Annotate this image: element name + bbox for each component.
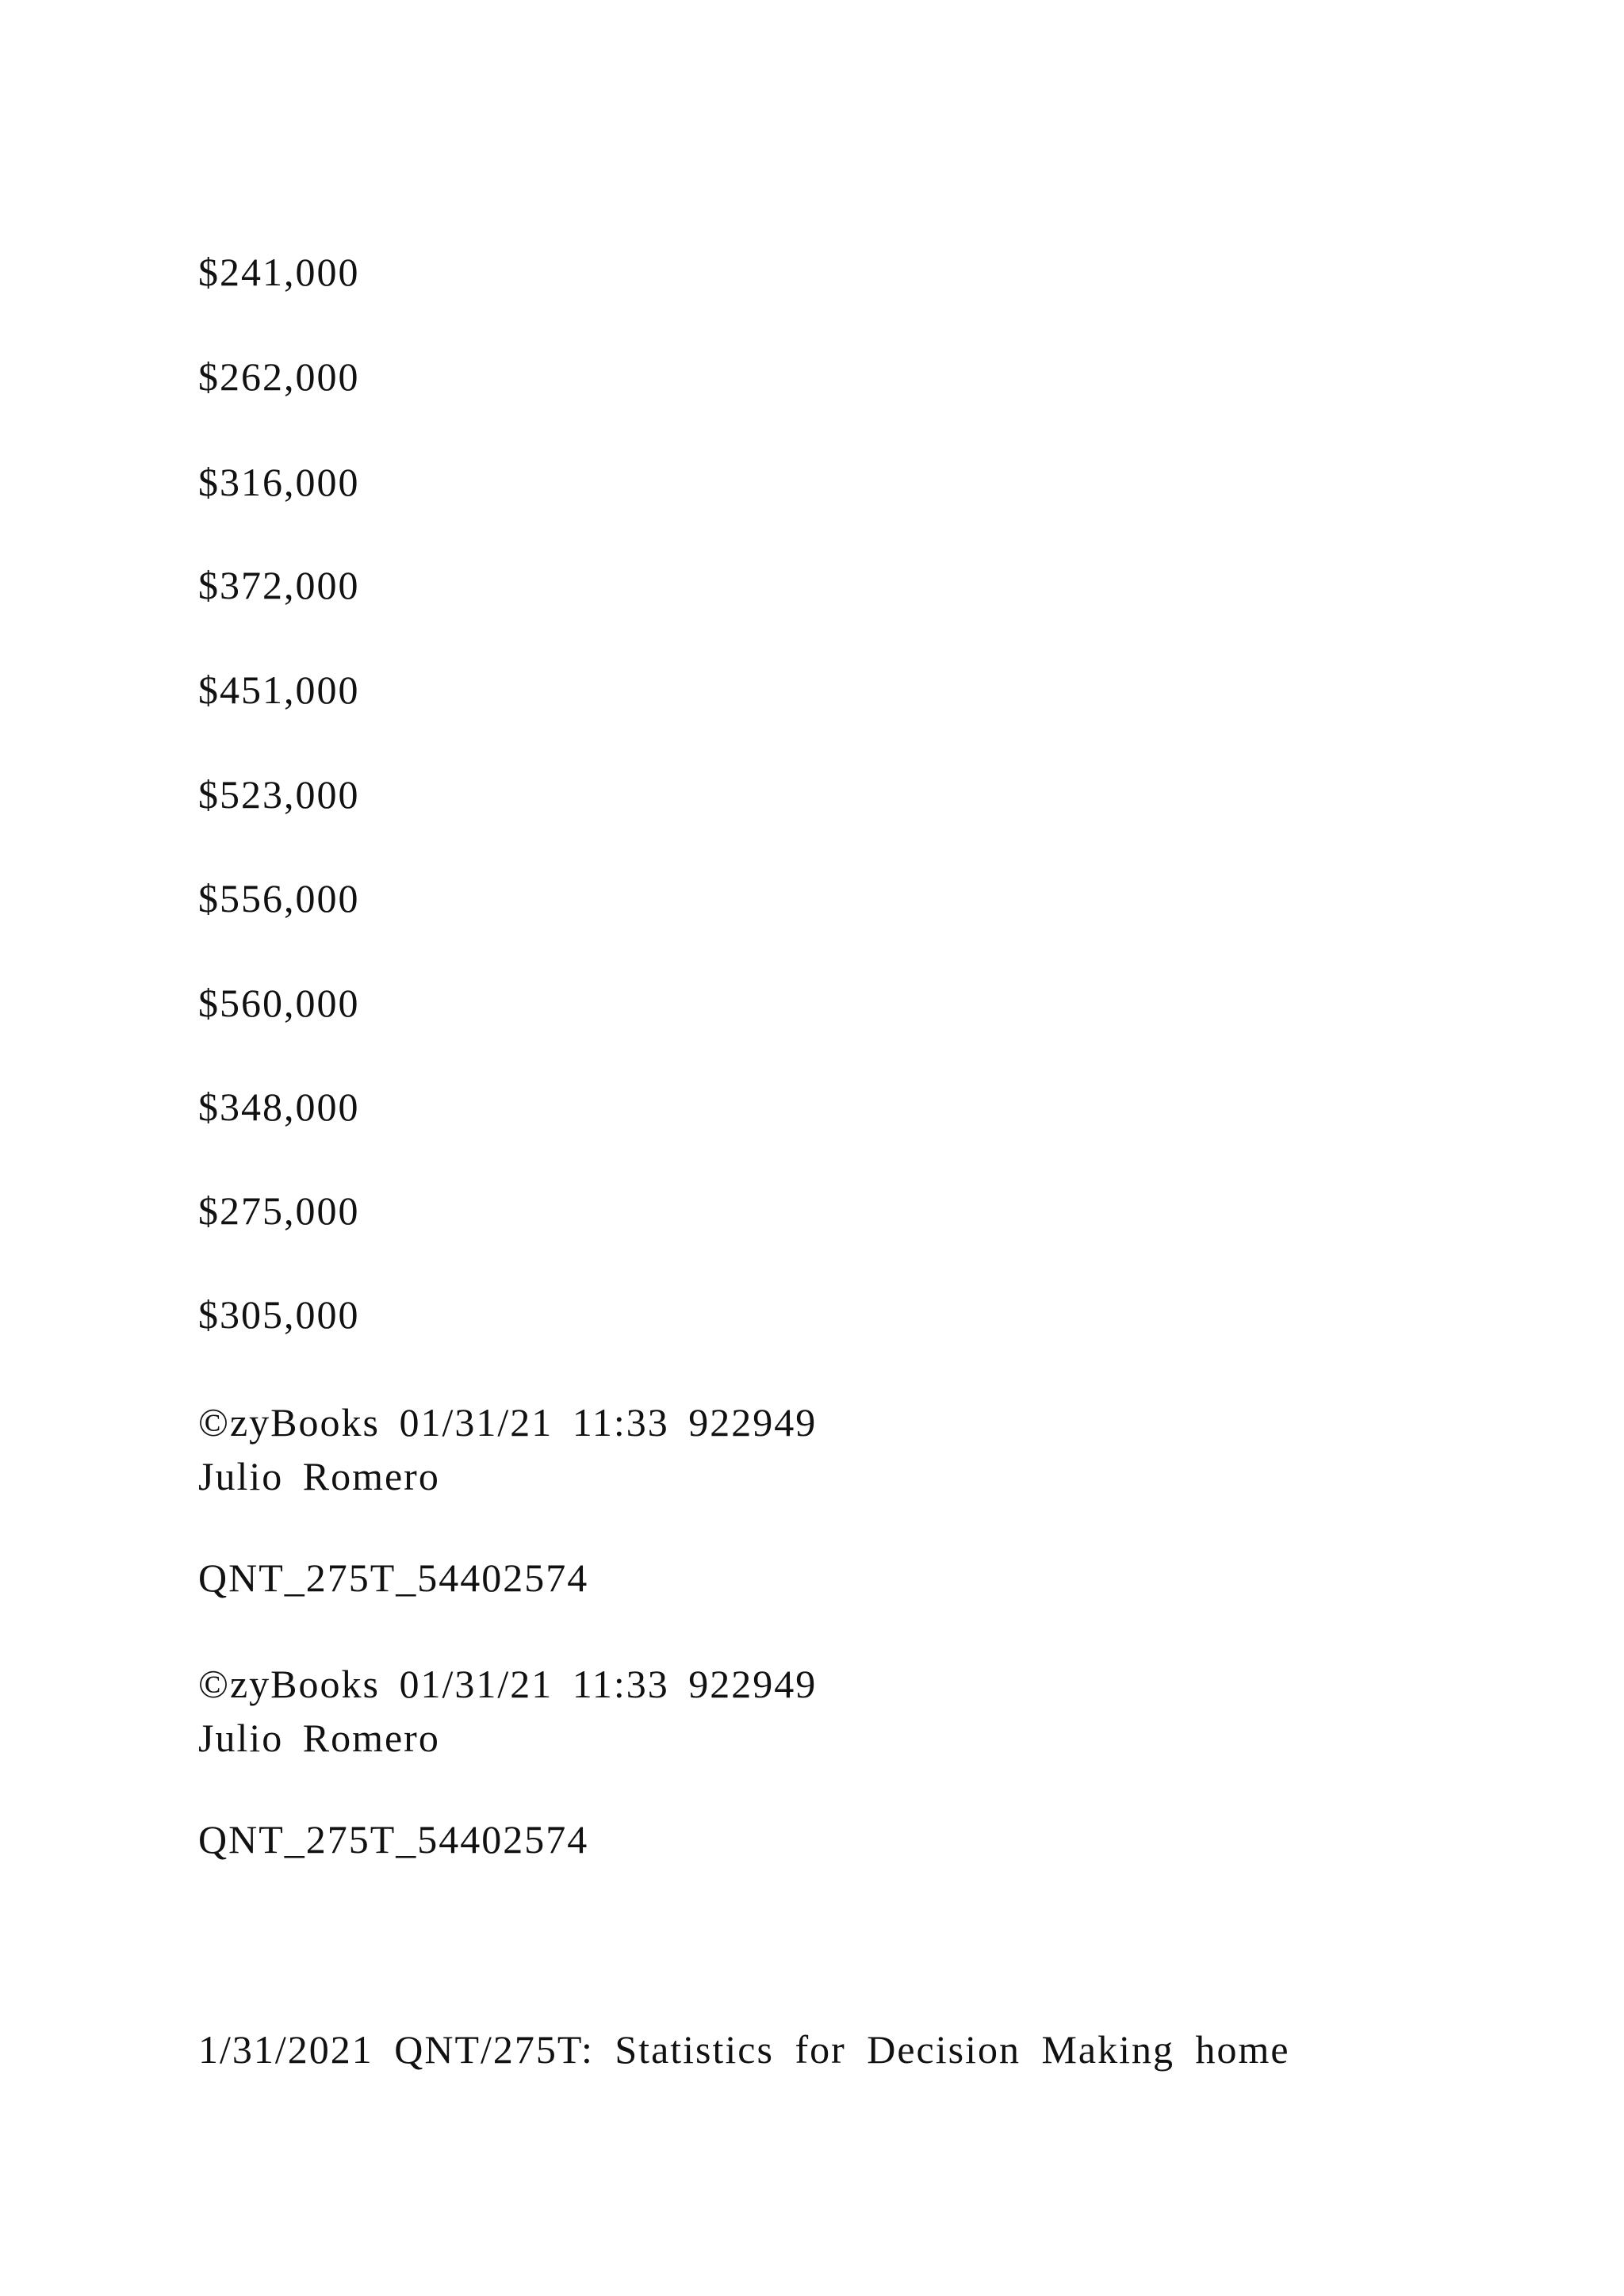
amount-line-2: $262,000 [198, 354, 360, 399]
amount-line-8: $560,000 [198, 981, 360, 1025]
amount-line-11: $305,000 [198, 1292, 360, 1337]
watermark-stamp-2 [198, 1657, 817, 1765]
watermark-name: Julio Romero [198, 1454, 440, 1498]
watermark-name: Julio Romero [198, 1716, 440, 1760]
amount-line-1: $241,000 [198, 250, 360, 294]
amount-line-3: $316,000 [198, 460, 360, 504]
amount-line-7: $556,000 [198, 876, 360, 920]
amount-line-10: $275,000 [198, 1188, 360, 1233]
amount-line-4: $372,000 [198, 563, 360, 607]
amount-line-5: $451,000 [198, 668, 360, 712]
watermark-copyright: ©zyBooks 01/31/21 11:33 922949 [198, 1662, 818, 1706]
watermark-code-1: QNT_275T_54402574 [198, 1556, 589, 1600]
page-footer: 1/31/2021 QNT/275T: Statistics for Decision Making home [198, 2027, 1290, 2072]
amount-line-9: $348,000 [198, 1085, 360, 1129]
watermark-copyright: ©zyBooks 01/31/21 11:33 922949 [198, 1400, 818, 1445]
watermark-code-2: QNT_275T_54402574 [198, 1817, 589, 1862]
watermark-stamp-1 [198, 1395, 817, 1503]
amount-line-6: $523,000 [198, 772, 360, 817]
